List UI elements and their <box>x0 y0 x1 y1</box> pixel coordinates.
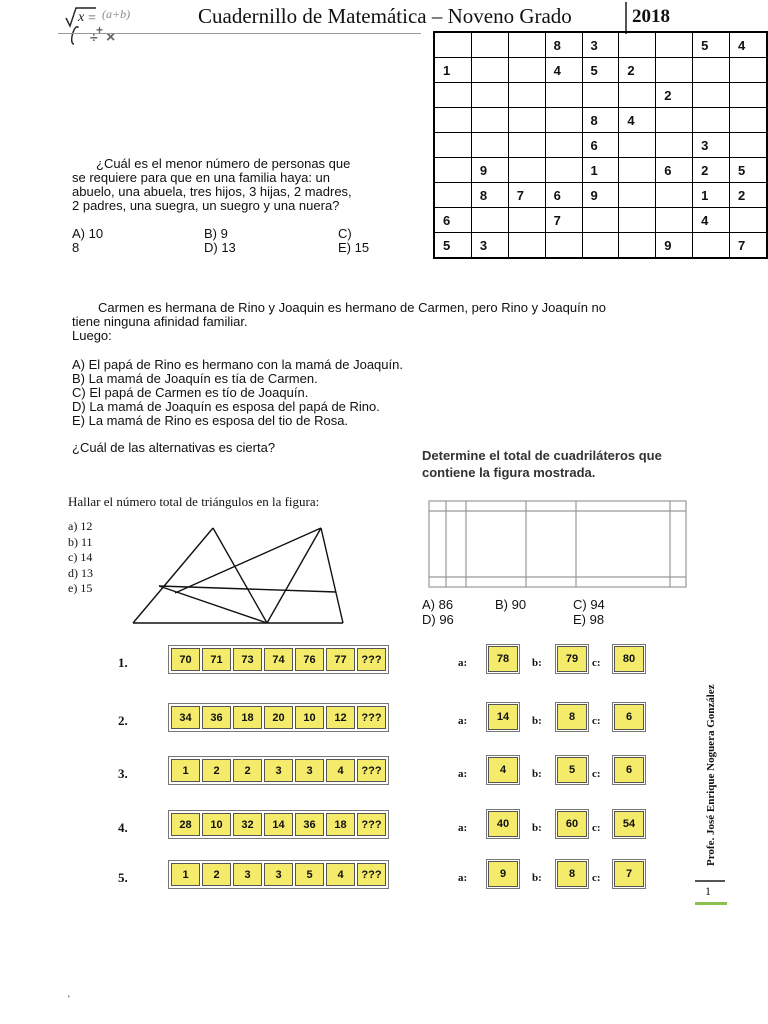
sudoku-cell: 8 <box>545 32 582 58</box>
quadrilaterals-figure <box>428 495 688 591</box>
answer-label-c: c: <box>592 657 601 669</box>
problem-kinship-text <box>72 301 692 343</box>
sudoku-cell <box>730 108 768 133</box>
sequence-cell: 28 <box>171 813 200 836</box>
sudoku-cell: 7 <box>730 233 768 259</box>
answer-label-c: c: <box>592 822 601 834</box>
option: D) 13 <box>204 240 236 255</box>
sudoku-cell <box>656 32 693 58</box>
option: A) El papá de Rino es hermano con la mamá de Joaquín. <box>72 357 403 372</box>
page-number-accent <box>695 902 727 905</box>
sequence-cell: 70 <box>171 648 200 671</box>
sudoku-cell: 5 <box>582 58 619 83</box>
option: a) 12 <box>68 519 93 533</box>
sudoku-cell <box>545 108 582 133</box>
sudoku-cell: 2 <box>693 158 730 183</box>
sudoku-cell <box>545 83 582 108</box>
sudoku-cell <box>619 183 656 208</box>
sequence-cell: 14 <box>264 813 293 836</box>
answer-label-b: b: <box>532 768 542 780</box>
option: B) 9 <box>204 226 228 241</box>
sudoku-cell <box>471 108 508 133</box>
sudoku-cell: 5 <box>730 158 768 183</box>
text-line: 2 padres, una suegra, un suegro y una nuera? <box>72 198 340 213</box>
answer-label-a: a: <box>458 768 468 780</box>
answer-box-b: 60 <box>557 811 587 837</box>
sequence-number: 1. <box>118 655 128 670</box>
sudoku-cell: 8 <box>582 108 619 133</box>
answer-label-a: a: <box>458 657 468 669</box>
sequence-row <box>168 756 389 785</box>
sudoku-cell: 3 <box>471 233 508 259</box>
answer-label-b: b: <box>532 822 542 834</box>
math-logo-icon <box>62 4 142 46</box>
sequence-cell: 3 <box>295 759 324 782</box>
text-line: tiene ninguna afinidad familiar. <box>72 314 248 329</box>
sudoku-cell <box>582 208 619 233</box>
page-number-rule <box>695 880 725 882</box>
sudoku-row <box>434 133 767 158</box>
footnote-mark: ' <box>68 994 70 1004</box>
sudoku-cell <box>434 183 471 208</box>
sudoku-cell <box>693 83 730 108</box>
answer-label-c: c: <box>592 872 601 884</box>
header-divider <box>625 2 627 34</box>
sudoku-cell <box>545 233 582 259</box>
sequence-cell: 3 <box>233 863 262 886</box>
sudoku-cell <box>619 133 656 158</box>
sequence-cell: 77 <box>326 648 355 671</box>
sudoku-cell <box>619 208 656 233</box>
answer-label-b: b: <box>532 715 542 727</box>
sequence-row <box>168 860 389 889</box>
sudoku-cell <box>508 108 545 133</box>
sudoku-cell <box>508 83 545 108</box>
sudoku-cell: 1 <box>693 183 730 208</box>
answer-label-a: a: <box>458 715 468 727</box>
sequence-cell: 18 <box>326 813 355 836</box>
problem-kinship-question: ¿Cuál de las alternativas es cierta? <box>72 440 276 455</box>
sudoku-cell: 9 <box>656 233 693 259</box>
sudoku-cell <box>582 233 619 259</box>
answer-box-b: 79 <box>557 646 587 672</box>
sudoku-cell <box>434 158 471 183</box>
sudoku-cell <box>656 58 693 83</box>
sequence-row <box>168 703 389 732</box>
text-line: abuelo, una abuela, tres hijos, 3 hijas, 2 madres, <box>72 184 352 199</box>
option: D) La mamá de Joaquín es esposa del papá de Rino. <box>72 399 380 414</box>
sequence-cell: 1 <box>171 863 200 886</box>
sudoku-row <box>434 32 767 58</box>
sequence-cell: ??? <box>357 648 386 671</box>
sequence-cell: 1 <box>171 759 200 782</box>
sudoku-cell <box>434 83 471 108</box>
sudoku-row <box>434 183 767 208</box>
triangles-figure <box>125 520 350 630</box>
sudoku-cell <box>545 133 582 158</box>
sequence-cell: 36 <box>295 813 324 836</box>
answer-label-c: c: <box>592 715 601 727</box>
sudoku-row <box>434 158 767 183</box>
sudoku-cell <box>434 133 471 158</box>
sudoku-cell: 2 <box>619 58 656 83</box>
sudoku-cell: 4 <box>619 108 656 133</box>
answer-box-c: 7 <box>614 861 644 887</box>
text-line: Carmen es hermana de Rino y Joaquin es hermano de Carmen, pero Rino y Joaquín no <box>98 300 607 315</box>
text-line: se requiere para que en una familia haya: un <box>72 170 331 185</box>
sudoku-cell <box>730 58 768 83</box>
sequence-number: 4. <box>118 820 128 835</box>
sudoku-row <box>434 208 767 233</box>
svg-text:÷: ÷ <box>90 29 98 45</box>
sequence-cell: 5 <box>295 863 324 886</box>
sudoku-cell <box>693 108 730 133</box>
answer-label-c: c: <box>592 768 601 780</box>
answer-box-a: 9 <box>488 861 518 887</box>
answer-box-c: 6 <box>614 757 644 783</box>
problem-family-text <box>72 157 352 213</box>
text-line: ¿Cuál es el menor número de personas que <box>96 156 351 171</box>
sudoku-cell <box>508 208 545 233</box>
answer-label-b: b: <box>532 657 542 669</box>
sudoku-cell: 9 <box>582 183 619 208</box>
sequence-number: 2. <box>118 713 128 728</box>
sequence-cell: 32 <box>233 813 262 836</box>
sudoku-cell <box>508 233 545 259</box>
sudoku-cell <box>508 32 545 58</box>
sequence-cell: 74 <box>264 648 293 671</box>
answer-box-a: 4 <box>488 757 518 783</box>
sequence-cell: ??? <box>357 706 386 729</box>
answer-box-b: 5 <box>557 757 587 783</box>
option: B) La mamá de Joaquín es tía de Carmen. <box>72 371 318 386</box>
sequence-cell: 2 <box>202 863 231 886</box>
answer-label-a: a: <box>458 872 468 884</box>
sudoku-cell <box>619 158 656 183</box>
sequence-cell: 2 <box>202 759 231 782</box>
sudoku-cell <box>434 108 471 133</box>
sudoku-cell: 1 <box>434 58 471 83</box>
sequence-cell: 34 <box>171 706 200 729</box>
answer-box-c: 54 <box>614 811 644 837</box>
option: A) 10 <box>72 226 104 241</box>
triangles-title: Hallar el número total de triángulos en la figura: <box>68 494 320 509</box>
sudoku-row <box>434 83 767 108</box>
quadrilaterals-title <box>422 447 662 481</box>
sudoku-cell <box>471 208 508 233</box>
sudoku-row <box>434 108 767 133</box>
option: E) La mamá de Rino es esposa del tio de Rosa. <box>72 413 349 428</box>
sequence-cell: 71 <box>202 648 231 671</box>
sequence-cell: ??? <box>357 759 386 782</box>
sudoku-cell: 5 <box>434 233 471 259</box>
author-credit <box>686 684 736 870</box>
sudoku-cell: 5 <box>693 32 730 58</box>
svg-text:+: + <box>96 23 104 37</box>
sudoku-cell: 4 <box>545 58 582 83</box>
option: B) 90 <box>495 597 527 612</box>
sudoku-cell <box>619 233 656 259</box>
sudoku-cell: 2 <box>730 183 768 208</box>
option: e) 15 <box>68 581 93 595</box>
sequence-cell: 36 <box>202 706 231 729</box>
option: A) 86 <box>422 597 454 612</box>
option: c) 14 <box>68 550 93 564</box>
sudoku-cell <box>693 58 730 83</box>
sudoku-cell: 6 <box>656 158 693 183</box>
answer-label-a: a: <box>458 822 468 834</box>
answer-box-a: 14 <box>488 704 518 730</box>
answer-box-a: 78 <box>488 646 518 672</box>
answer-label-b: b: <box>532 872 542 884</box>
problem-kinship-options <box>72 358 403 428</box>
sudoku-cell <box>656 133 693 158</box>
svg-text:(a+b): (a+b) <box>102 7 131 21</box>
triangles-options <box>68 519 93 597</box>
option: E) 98 <box>573 612 605 627</box>
text-line: contiene la figura mostrada. <box>422 465 596 480</box>
sudoku-cell <box>656 183 693 208</box>
sudoku-cell <box>730 208 768 233</box>
answer-box-b: 8 <box>557 704 587 730</box>
sudoku-cell <box>508 158 545 183</box>
sequence-cell: 12 <box>326 706 355 729</box>
sequence-cell: 3 <box>264 759 293 782</box>
option: E) 15 <box>338 240 370 255</box>
sudoku-cell <box>471 32 508 58</box>
sudoku-cell: 4 <box>730 32 768 58</box>
sequence-cell: 2 <box>233 759 262 782</box>
svg-text:x: x <box>78 10 85 25</box>
page-title: Cuadernillo de Matemática – Noveno Grado <box>198 4 572 28</box>
sudoku-cell <box>656 208 693 233</box>
sudoku-row <box>434 58 767 83</box>
sudoku-cell <box>693 233 730 259</box>
sudoku-cell <box>508 133 545 158</box>
option: D) 96 <box>422 612 454 627</box>
sequence-cell: 4 <box>326 863 355 886</box>
sudoku-cell <box>730 133 768 158</box>
sequence-number: 5. <box>118 870 128 885</box>
sudoku-grid <box>433 31 768 259</box>
sequence-cell: ??? <box>357 813 386 836</box>
sudoku-cell: 7 <box>508 183 545 208</box>
sudoku-cell <box>730 83 768 108</box>
sudoku-cell: 6 <box>582 133 619 158</box>
sequence-cell: 73 <box>233 648 262 671</box>
option: C) 94 <box>573 597 605 612</box>
option: b) 11 <box>68 534 93 549</box>
header-rule <box>58 33 421 34</box>
sequence-row <box>168 810 389 839</box>
answer-box-b: 8 <box>557 861 587 887</box>
sudoku-cell <box>545 158 582 183</box>
option: C) El papá de Carmen es tío de Joaquín. <box>72 385 309 400</box>
sequence-number: 3. <box>118 766 128 781</box>
sudoku-cell <box>434 32 471 58</box>
sequence-cell: 20 <box>264 706 293 729</box>
sudoku-cell <box>508 58 545 83</box>
page-number: 1 <box>705 884 711 898</box>
sudoku-cell <box>619 32 656 58</box>
sequence-cell: 3 <box>264 863 293 886</box>
sudoku-cell: 2 <box>656 83 693 108</box>
sudoku-row <box>434 233 767 259</box>
sequence-cell: 18 <box>233 706 262 729</box>
sudoku-cell: 1 <box>582 158 619 183</box>
sudoku-cell: 3 <box>582 32 619 58</box>
sudoku-cell: 9 <box>471 158 508 183</box>
sequence-cell: 76 <box>295 648 324 671</box>
svg-text:×: × <box>106 29 116 46</box>
answer-box-c: 80 <box>614 646 644 672</box>
sequence-row <box>168 645 389 674</box>
sudoku-cell: 7 <box>545 208 582 233</box>
sudoku-cell: 8 <box>471 183 508 208</box>
option: 8 <box>72 240 80 255</box>
sudoku-cell <box>582 83 619 108</box>
sequence-cell: 10 <box>295 706 324 729</box>
sudoku-cell <box>619 83 656 108</box>
year-label: 2018 <box>632 6 670 27</box>
text-line: Determine el total de cuadriláteros que <box>422 448 662 463</box>
sequence-cell: 4 <box>326 759 355 782</box>
sequence-cell: 10 <box>202 813 231 836</box>
option: C) <box>338 226 352 241</box>
sudoku-cell: 6 <box>434 208 471 233</box>
svg-text:=: = <box>88 11 96 26</box>
option: d) 13 <box>68 565 93 580</box>
author-name: Profe. José Enrique Noguera González <box>705 684 717 866</box>
sudoku-cell <box>656 108 693 133</box>
sudoku-cell: 4 <box>693 208 730 233</box>
sudoku-cell: 3 <box>693 133 730 158</box>
text-line: Luego: <box>72 328 112 343</box>
sequence-cell: ??? <box>357 863 386 886</box>
answer-box-a: 40 <box>488 811 518 837</box>
answer-box-c: 6 <box>614 704 644 730</box>
sudoku-cell <box>471 83 508 108</box>
sudoku-cell <box>471 133 508 158</box>
sudoku-cell <box>471 58 508 83</box>
sudoku-cell: 6 <box>545 183 582 208</box>
